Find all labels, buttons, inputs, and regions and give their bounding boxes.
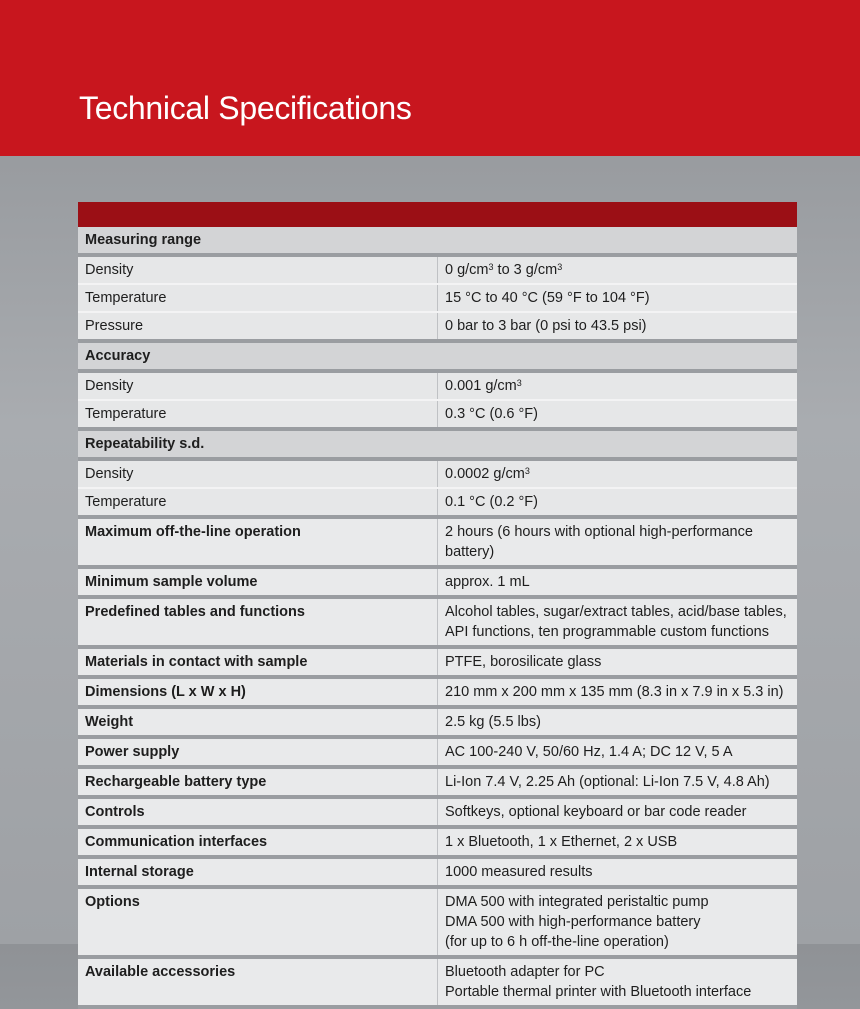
spec-sub-row [78, 371, 797, 400]
spec-value-line: (for up to 6 h off-the-line operation) [445, 934, 669, 950]
spec-value [438, 827, 798, 857]
spec-sub-row [78, 312, 797, 341]
spec-sub-label: Temperature [78, 488, 438, 517]
spec-row [78, 647, 797, 677]
spec-value [438, 737, 798, 767]
spec-value [438, 797, 798, 827]
spec-sub-value: 0.0002 $g/cm^3$ [438, 459, 798, 488]
spec-row [78, 797, 797, 827]
spec-sub-label: Density [78, 459, 438, 488]
spec-value-line: 1 x Bluetooth, 1 x Ethernet, 2 x USB [445, 834, 678, 850]
spec-row [78, 767, 797, 797]
spec-value [438, 567, 798, 597]
spec-value [438, 597, 798, 647]
spec-row [78, 597, 797, 647]
spec-sub-value: 0.3 °C (0.6 °F) [438, 400, 798, 429]
spec-value [438, 647, 798, 677]
spec-label: Predefined tables and functions [78, 597, 438, 647]
spec-sub-value: 0.001 $g/cm^3$ [438, 371, 798, 400]
spec-sub-row [78, 488, 797, 517]
section-header-row [78, 429, 797, 459]
spec-sub-row [78, 255, 797, 284]
spec-label: Dimensions (L x W x H) [78, 677, 438, 707]
spec-value-line: 210 mm x 200 mm x 135 mm (8.3 in x 7.9 in x 5.3 in) [445, 684, 784, 700]
spec-value-line: 1000 measured results [445, 864, 593, 880]
section-label: Accuracy [78, 341, 797, 371]
section-label: Repeatability s.d. [78, 429, 797, 459]
spec-value-line: Softkeys, optional keyboard or bar code reader [445, 804, 747, 820]
spec-sub-label: Temperature [78, 400, 438, 429]
spec-sub-value: 0 $g/cm^3$ to 3 $g/cm^3$ [438, 255, 798, 284]
spec-label: Materials in contact with sample [78, 647, 438, 677]
section-header-row [78, 341, 797, 371]
spec-sub-label: Pressure [78, 312, 438, 341]
spec-value [438, 857, 798, 887]
spec-label: Weight [78, 707, 438, 737]
spec-value-line: 2 hours (6 hours with optional high-performance battery) [445, 524, 753, 560]
spec-row [78, 517, 797, 567]
spec-value [438, 887, 798, 957]
spec-value-line: DMA 500 with integrated peristaltic pump [445, 894, 709, 910]
spec-label: Available accessories [78, 957, 438, 1007]
spec-value-line: PTFE, borosilicate glass [445, 654, 602, 670]
spec-sub-value: 0 bar to 3 bar (0 psi to 43.5 psi) [438, 312, 798, 341]
spec-value-line: DMA 500 with high-performance battery [445, 914, 701, 930]
spec-table-container [78, 202, 797, 1009]
spec-sub-value: 15 °C to 40 °C (59 °F to 104 °F) [438, 284, 798, 312]
spec-row [78, 957, 797, 1007]
spec-value-line: Li-Ion 7.4 V, 2.25 Ah (optional: Li-Ion 7.5 V, 4.8 Ah) [445, 774, 770, 790]
spec-value-line: approx. 1 mL [445, 574, 530, 590]
section-header-row [78, 227, 797, 255]
spec-sub-label: Temperature [78, 284, 438, 312]
spec-sub-value: 0.1 °C (0.2 °F) [438, 488, 798, 517]
spec-sub-label: Density [78, 371, 438, 400]
spec-row [78, 677, 797, 707]
header-banner [0, 0, 860, 156]
spec-label: Power supply [78, 737, 438, 767]
spec-label: Internal storage [78, 857, 438, 887]
spec-value [438, 517, 798, 567]
spec-value [438, 677, 798, 707]
spec-value [438, 767, 798, 797]
table-header-bar [78, 202, 797, 227]
spec-sub-row [78, 284, 797, 312]
spec-row [78, 707, 797, 737]
spec-table [78, 227, 797, 1009]
spec-row [78, 887, 797, 957]
spec-row [78, 857, 797, 887]
spec-label: Minimum sample volume [78, 567, 438, 597]
spec-sub-label: Density [78, 255, 438, 284]
spec-sub-row [78, 400, 797, 429]
spec-value-line: Bluetooth adapter for PC [445, 964, 605, 980]
spec-value-line: Alcohol tables, sugar/extract tables, acid/base tables, API functions, ten programmable custom functions [445, 604, 787, 640]
page-title: Technical Specifications [79, 90, 412, 126]
spec-value-line: Portable thermal printer with Bluetooth interface [445, 984, 752, 1000]
section-label: Measuring range [78, 227, 797, 255]
spec-value [438, 957, 798, 1007]
spec-label: Maximum off-the-line operation [78, 517, 438, 567]
spec-label: Communication interfaces [78, 827, 438, 857]
spec-row [78, 827, 797, 857]
spec-sub-row [78, 459, 797, 488]
spec-value-line: 2.5 kg (5.5 lbs) [445, 714, 541, 730]
spec-label: Controls [78, 797, 438, 827]
spec-row [78, 567, 797, 597]
spec-value [438, 707, 798, 737]
spec-label: Options [78, 887, 438, 957]
spec-label: Rechargeable battery type [78, 767, 438, 797]
spec-row [78, 737, 797, 767]
spec-value-line: AC 100-240 V, 50/60 Hz, 1.4 A; DC 12 V, 5 A [445, 744, 733, 760]
